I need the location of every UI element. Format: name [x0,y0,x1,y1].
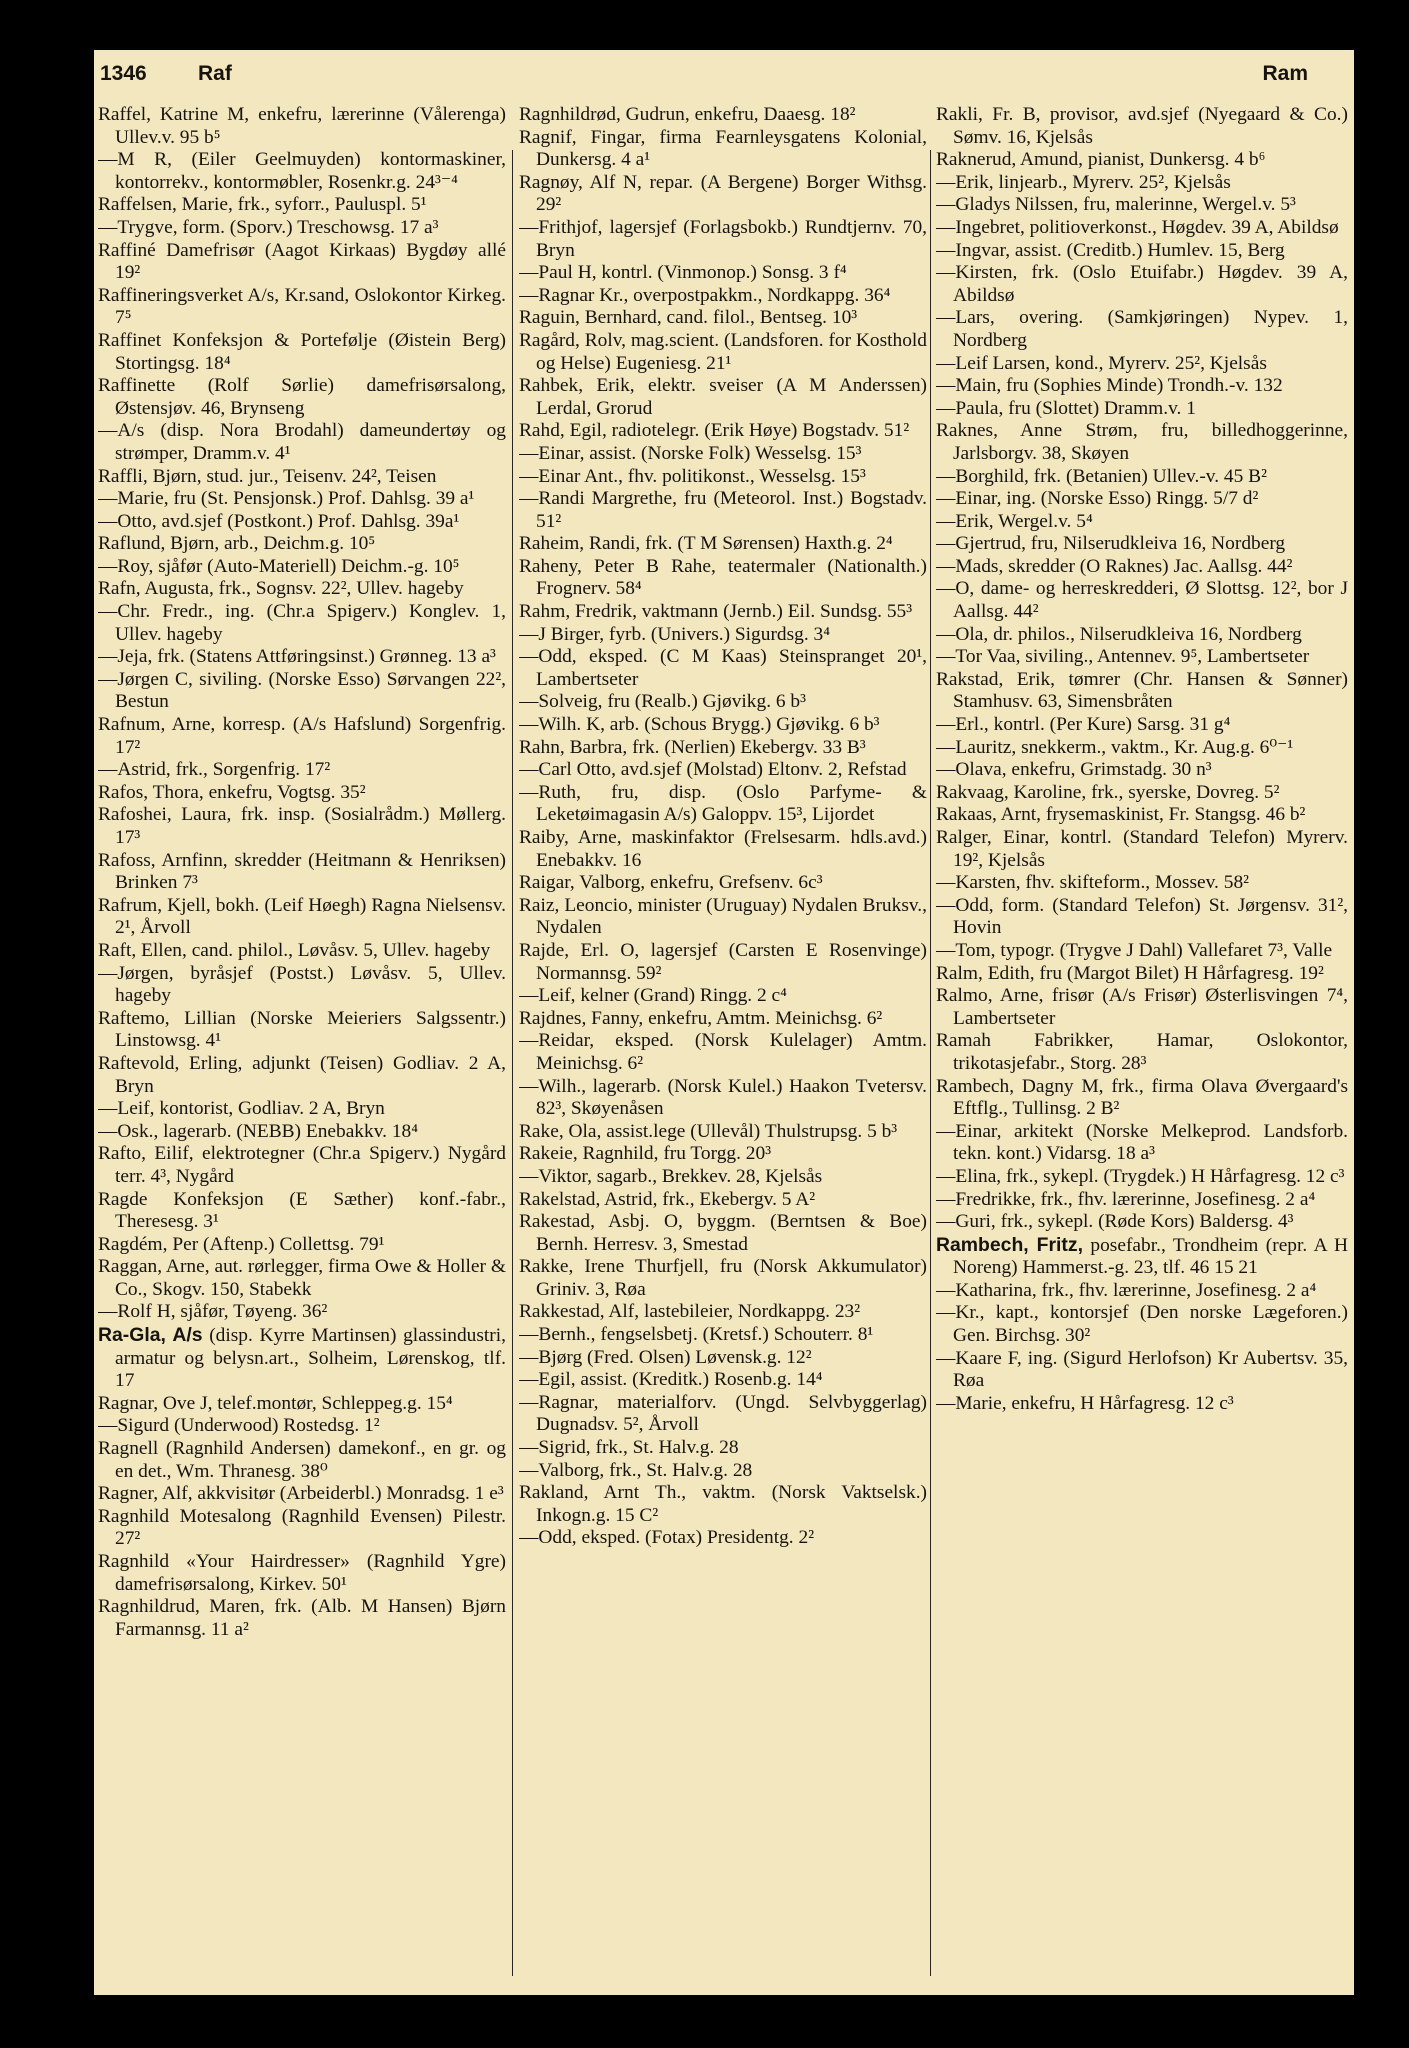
directory-entry [936,1189,1348,1212]
entry-text: Raft, Ellen, cand. philol., Løvåsv. 5, Ullev. hageby [98,939,491,961]
entry-text: —Kr., kapt., kontorsjef (Den norske Lægeforen.) Gen. Birchsg. 30² [936,1302,1348,1347]
directory-entry [98,149,506,194]
directory-entry [936,646,1348,669]
directory-entry [936,307,1348,352]
entry-text: —Leif, kontorist, Godliav. 2 A, Bryn [98,1098,385,1120]
directory-entry [98,511,506,534]
directory-entry [936,872,1348,895]
directory-entry [98,1324,506,1393]
directory-entry [98,420,506,465]
directory-entry [98,1053,506,1098]
entry-text: Ralmo, Arne, frisør (A/s Frisør) Østerlisvingen 7⁴, Lambertseter [936,985,1348,1029]
entry-text: Rafoshei, Laura, frk. insp. (Sosialrådm.) Møllerg. 17³ [98,804,506,848]
directory-entry [519,985,927,1008]
directory-entry [519,691,927,714]
entry-text: —Lars, overing. (Samkjøringen) Nypev. 1, Nordberg [936,307,1348,351]
entry-text: —Sigrid, frk., St. Halv.g. 28 [519,1437,739,1459]
directory-entry [936,420,1348,465]
entry-text: Ragnar, Ove J, telef.montør, Schleppeg.g. 15⁴ [98,1392,453,1414]
directory-entry [98,1189,506,1234]
entry-text: —Einar, assist. (Norske Folk) Wesselsg. 15³ [519,442,862,464]
directory-entry [936,262,1348,307]
directory-entry [98,1393,506,1416]
entry-text: posefabr., Trondheim (repr. A H Noreng) Hammerst.-g. 23, tlf. 46 15 21 [953,1234,1348,1279]
entry-text: Rahm, Fredrik, vaktmann (Jernb.) Eil. Sundsg. 55³ [519,601,913,623]
directory-entry [98,375,506,420]
directory-entry [519,1437,927,1460]
directory-entry [519,307,927,330]
page-number: 1346 [100,62,147,85]
directory-entry [98,804,506,849]
entry-text: Raffinette (Rolf Sørlie) damefrisørsalong, Østensjøv. 46, Brynseng [98,375,506,419]
entry-text: Rakeie, Ragnhild, fru Torgg. 20³ [519,1143,772,1165]
entry-text: Rafoss, Arnfinn, skredder (Heitmann & Henriksen) Brinken 7³ [98,849,506,894]
directory-page [94,50,1354,1995]
entry-text: Raffelsen, Marie, frk., syforr., Pauluspl. 5¹ [98,194,427,216]
entry-text: Rakland, Arnt Th., vaktm. (Norsk Vaktselsk.) Inkogn.g. 15 C² [519,1482,927,1526]
entry-text: —Tom, typogr. (Trygve J Dahl) Vallefaret 7³, Valle [936,939,1333,961]
entry-text: Rake, Ola, assist.lege (Ullevål) Thulstrupsg. 5 b³ [519,1120,898,1142]
directory-entry [98,646,506,669]
directory-entry [98,1256,506,1301]
entry-text: —Fredrikke, frk., fhv. lærerinne, Josefinesg. 2 a⁴ [936,1188,1316,1210]
directory-entry [519,827,927,872]
directory-entry [98,1483,506,1506]
entry-text: —O, dame- og herreskredderi, Ø Slottsg. 12², bor J Aallsg. 44² [936,578,1348,623]
directory-entry [519,556,927,601]
entry-text: —Ragnar, materialforv. (Ungd. Selvbyggerlag) Dugnadsv. 5², Årvoll [519,1391,927,1436]
directory-entry [98,963,506,1008]
directory-entry [936,985,1348,1030]
entry-text: —Roy, sjåfør (Auto-Materiell) Deichm.-g. 10⁵ [98,555,460,577]
entry-text: Rakli, Fr. B, provisor, avd.sjef (Nyegaard & Co.) Sømv. 16, Kjelsås [936,104,1348,148]
guide-word-left: Raf [198,62,232,85]
entry-text: —Leif, kelner (Grand) Ringg. 2 c⁴ [519,985,787,1007]
directory-entry [936,1166,1348,1189]
entry-text: —M R, (Eiler Geelmuyden) kontormaskiner, kontorrekv., kontormøbler, Rosenkr.g. 24³⁻⁴ [98,149,506,193]
entry-text: —Sigurd (Underwood) Rostedsg. 1² [98,1415,380,1437]
directory-entry [936,782,1348,805]
entry-text: —Kaare F, ing. (Sigurd Herlofson) Kr Aubertsv. 35, Røa [936,1347,1348,1392]
directory-entry [98,466,506,489]
entry-text: —Odd, eksped. (Fotax) Presidentg. 2² [519,1527,815,1549]
directory-entry [98,669,506,714]
directory-entry [98,578,506,601]
entry-text: —Leif Larsen, kond., Myrerv. 25², Kjelsås [936,352,1267,374]
directory-entry [519,375,927,420]
directory-entry [98,104,506,149]
entry-text: Rahn, Barbra, frk. (Nerlien) Ekebergv. 33 B³ [519,736,866,758]
entry-text: —Bjørg (Fred. Olsen) Løvensk.g. 12² [519,1346,812,1368]
directory-entry [98,940,506,963]
entry-text: Ragnell (Ragnhild Andersen) damekonf., en gr. og en det., Wm. Thranesg. 38⁰ [98,1438,506,1482]
entry-text: —Elina, frk., sykepl. (Trygdek.) H Hårfagresg. 12 c³ [936,1165,1345,1187]
entry-text: Raftevold, Erling, adjunkt (Teisen) Godliav. 2 A, Bryn [98,1052,506,1097]
directory-entry [98,488,506,511]
directory-entry [519,1008,927,1031]
entry-text: Ragnhildrud, Maren, frk. (Alb. M Hansen) Bjørn Farmannsg. 11 a² [98,1596,506,1640]
entry-text: Ragnhild Motesalong (Ragnhild Evensen) Pilestr. 27² [98,1505,506,1550]
directory-entry [519,1324,927,1347]
entry-text: (disp. Kyrre Martinsen) glassindustri, armatur og belysn.art., Solheim, Lørenskog, tlf. 17 [115,1325,506,1392]
directory-entry [936,149,1348,172]
entry-text: —Chr. Fredr., ing. (Chr.a Spigerv.) Konglev. 1, Ullev. hageby [98,601,506,645]
entry-text: Ralm, Edith, fru (Margot Bilet) H Hårfagresg. 19² [936,962,1324,984]
directory-entry [519,488,927,533]
directory-entry [98,714,506,759]
directory-entry [519,782,927,827]
entry-text: —Ragnar Kr., overpostpakkm., Nordkappg. 36⁴ [519,284,891,306]
directory-entry [519,1166,927,1189]
directory-entry [936,556,1348,579]
entry-text: —Paula, fru (Slottet) Dramm.v. 1 [936,397,1196,419]
directory-entry [519,262,927,285]
directory-entry [519,466,927,489]
entry-text: —Borghild, frk. (Betanien) Ullev.-v. 45 B² [936,465,1267,487]
entry-text: Raiz, Leoncio, minister (Uruguay) Nydalen Bruksv., Nydalen [519,894,927,939]
directory-entry [519,1211,927,1256]
entry-text: —Ingvar, assist. (Creditb.) Humlev. 15, Berg [936,239,1285,261]
directory-entry [519,533,927,556]
directory-entry [98,759,506,782]
directory-entry [519,714,927,737]
entry-text: Raiby, Arne, maskinfaktor (Frelsesarm. hdls.avd.) Enebakkv. 16 [519,827,927,871]
entry-text: Raheim, Randi, frk. (T M Sørensen) Haxth.g. 2⁴ [519,533,893,555]
directory-entry [98,556,506,579]
entry-text: Rakkestad, Alf, lastebileier, Nordkappg. 23² [519,1301,861,1323]
entry-text: —Einar, arkitekt (Norske Melkeprod. Landsforb. tekn. kont.) Vidarsg. 18 a³ [936,1120,1348,1165]
entry-text: —Ruth, fru, disp. (Oslo Parfyme- & Leketøimagasin A/s) Galoppv. 15³, Lijordet [519,781,927,826]
entry-text: Rakke, Irene Thurfjell, fru (Norsk Akkumulator) Griniv. 3, Røa [519,1256,927,1300]
directory-entry [519,1482,927,1527]
entry-text: —Gjertrud, fru, Nilserudkleiva 16, Nordberg [936,533,1286,555]
entry-text: Raffinet Konfeksjon & Portefølje (Øistein Berg) Stortingsg. 18⁴ [98,329,506,374]
entry-text: —Einar, ing. (Norske Esso) Ringg. 5/7 d² [936,488,1259,510]
directory-entry [936,759,1348,782]
directory-entry [519,646,927,691]
entry-text: Raffli, Bjørn, stud. jur., Teisenv. 24², Teisen [98,465,437,487]
directory-entry [98,782,506,805]
directory-entry [519,420,927,443]
entry-text: —Solveig, fru (Realb.) Gjøvikg. 6 b³ [519,691,806,713]
entry-text: —Erik, linjearb., Myrerv. 25², Kjelsås [936,171,1231,193]
directory-entry [936,533,1348,556]
entry-text: Rakvaag, Karoline, frk., syerske, Dovreg. 5² [936,781,1280,803]
entry-bold-name: Rambech, Fritz, [936,1233,1083,1256]
entry-text: —Odd, eksped. (C M Kaas) Steinspranget 20¹, Lambertseter [519,646,927,690]
directory-entry [936,1348,1348,1393]
entry-text: —J Birger, fyrb. (Univers.) Sigurdsg. 3⁴ [519,623,830,645]
directory-entry [936,488,1348,511]
entry-text: Rafn, Augusta, frk., Sognsv. 22², Ullev. hageby [98,578,464,600]
entry-text: Ragnif, Fingar, firma Fearnleysgatens Kolonial, Dunkersg. 4 a¹ [519,126,927,171]
entry-text: —Frithjof, lagersjef (Forlagsbokb.) Rundtjernv. 70, Bryn [519,216,927,261]
entry-text: Rafrum, Kjell, bokh. (Leif Høegh) Ragna Nielsensv. 2¹, Årvoll [98,894,506,939]
entry-text: —Otto, avd.sjef (Postkont.) Prof. Dahlsg. 39a¹ [98,510,460,532]
directory-entry [936,804,1348,827]
entry-text: —Gladys Nilssen, fru, malerinne, Wergel.v. 5³ [936,194,1296,216]
entry-text: —Valborg, frk., St. Halv.g. 28 [519,1459,753,1481]
entry-text: Raffel, Katrine M, enkefru, lærerinne (Vålerenga) Ullev.v. 95 b⁵ [98,104,506,148]
directory-entry [519,895,927,940]
entry-text: Rajde, Erl. O, lagersjef (Carsten E Rosenvinge) Normannsg. 59² [519,939,927,984]
directory-entry [98,330,506,375]
entry-text: Raflund, Bjørn, arb., Deichm.g. 10⁵ [98,533,376,555]
entry-text: Ragnhildrød, Gudrun, enkefru, Daaesg. 18² [519,104,856,125]
entry-text: —Jeja, frk. (Statens Attføringsinst.) Grønneg. 13 a³ [98,646,496,668]
entry-text: —Egil, assist. (Kreditk.) Rosenb.g. 14⁴ [519,1369,823,1391]
entry-text: —Wilh. K, arb. (Schous Brygg.) Gjøvikg. 6 b³ [519,714,880,736]
entry-text: Rakelstad, Astrid, frk., Ekebergv. 5 A² [519,1188,816,1210]
directory-entry [519,1347,927,1370]
entry-text: —Paul H, kontrl. (Vinmonop.) Sonsg. 3 f⁴ [519,262,847,284]
entry-text: —Kirsten, frk. (Oslo Etuifabr.) Høgdev. 39 A, Abildsø [936,262,1348,306]
entry-text: Rakestad, Asbj. O, byggm. (Berntsen & Boe) Bernh. Herresv. 3, Smestad [519,1211,927,1255]
entry-text: Raheny, Peter B Rahe, teatermaler (Nationalth.) Frognerv. 58⁴ [519,555,927,600]
directory-entry [519,872,927,895]
directory-entry [519,104,927,127]
directory-entry [519,759,927,782]
entry-text: —Ola, dr. philos., Nilserudkleiva 16, Nordberg [936,623,1302,645]
directory-entry [936,353,1348,376]
directory-entry [98,194,506,217]
directory-entry [98,1415,506,1438]
directory-entry [936,172,1348,195]
directory-entry [936,511,1348,534]
directory-entry [936,375,1348,398]
directory-entry [519,601,927,624]
directory-entry [936,1393,1348,1416]
directory-entry [936,1076,1348,1121]
directory-entry [519,1301,927,1324]
entry-text: —A/s (disp. Nora Brodahl) dameundertøy og strømper, Dramm.v. 4¹ [98,420,506,464]
entry-text: —Ingebret, politioverkonst., Høgdev. 39 A, Abildsø [936,216,1339,238]
entry-text: —Trygve, form. (Sporv.) Treschowsg. 17 a³ [98,216,439,238]
entry-text: Raggan, Arne, aut. rørlegger, firma Owe & Holler & Co., Skogv. 150, Stabekk [98,1256,506,1300]
directory-entry [519,127,927,172]
entry-text: Raknerud, Amund, pianist, Dunkersg. 4 b⁶ [936,149,1266,171]
directory-entry [936,940,1348,963]
entry-text: Rafto, Eilif, elektrotegner (Chr.a Spigerv.) Nygård terr. 4³, Nygård [98,1143,506,1187]
entry-text: —Karsten, fhv. skifteform., Mossev. 58² [936,872,1249,894]
directory-entry [936,1280,1348,1303]
directory-entry [936,1234,1348,1280]
entry-text: —Mads, skredder (O Raknes) Jac. Aallsg. 44² [936,555,1293,577]
directory-entry [98,895,506,940]
entry-text: Ragde Konfeksjon (E Sæther) konf.-fabr., Theresesg. 3¹ [98,1188,506,1233]
directory-entry [98,1098,506,1121]
entry-text: Raftemo, Lillian (Norske Meieriers Salgssentr.) Linstowsg. 4¹ [98,1007,506,1052]
directory-entry [519,624,927,647]
entry-bold-name: Ra-Gla, A/s [98,1324,203,1347]
directory-entry [98,1234,506,1257]
directory-entry [98,1596,506,1641]
directory-entry [936,714,1348,737]
entry-text: —Viktor, sagarb., Brekkev. 28, Kjelsås [519,1165,823,1187]
directory-entry [936,963,1348,986]
entry-text: —Tor Vaa, siviling., Antennev. 9⁵, Lambertseter [936,646,1310,668]
entry-text: Rakaas, Arnt, frysemaskinist, Fr. Stangsg. 46 b² [936,804,1306,826]
directory-entry [98,1121,506,1144]
directory-entry [519,1030,927,1075]
entry-text: —Olava, enkefru, Grimstadg. 30 n³ [936,759,1212,781]
entry-text: —Main, fru (Sophies Minde) Trondh.-v. 132 [936,375,1283,397]
column-1 [98,104,506,1984]
directory-entry [936,1121,1348,1166]
directory-entry [98,217,506,240]
directory-entry [936,578,1348,623]
entry-text: —Bernh., fengselsbetj. (Kretsf.) Schouterr. 8¹ [519,1324,874,1346]
entry-text: —Lauritz, snekkerm., vaktm., Kr. Aug.g. 6⁰⁻¹ [936,736,1294,758]
directory-entry [936,104,1348,149]
directory-entry [936,217,1348,240]
entry-text: Ramah Fabrikker, Hamar, Oslokontor, trikotasjefabr., Storg. 28³ [936,1030,1348,1074]
entry-text: —Astrid, frk., Sorgenfrig. 17² [98,759,331,781]
entry-text: Rafos, Thora, enkefru, Vogtsg. 35² [98,781,366,803]
directory-entry [98,1143,506,1188]
directory-entry [936,398,1348,421]
entry-text: —Jørgen, byråsjef (Postst.) Løvåsv. 5, Ullev. hageby [98,962,506,1007]
directory-entry [98,601,506,646]
entry-text: —Einar Ant., fhv. politikonst., Wesselsg. 15³ [519,465,866,487]
entry-text: —Randi Margrethe, fru (Meteorol. Inst.) Bogstadv. 51² [519,488,927,532]
column-divider [512,150,513,1976]
entry-text: —Reidar, eksped. (Norsk Kulelager) Amtm. Meinichsg. 6² [519,1030,927,1074]
directory-entry [98,533,506,556]
directory-entry [519,1460,927,1483]
directory-entry [98,1301,506,1324]
entry-text: —Osk., lagerarb. (NEBB) Enebakkv. 18⁴ [98,1120,418,1142]
entry-text: —Jørgen C, siviling. (Norske Esso) Sørvangen 22², Bestun [98,668,506,713]
entry-text: Rahd, Egil, radiotelegr. (Erik Høye) Bogstadv. 51² [519,420,910,442]
guide-word-right: Ram [1262,62,1308,85]
directory-entry [936,669,1348,714]
directory-entry [519,443,927,466]
entry-text: Rambech, Dagny M, frk., firma Olava Øvergaard's Eftflg., Tullinsg. 2 B² [936,1075,1348,1120]
directory-entry [519,285,927,308]
entry-text: —Rolf H, sjåfør, Tøyeng. 36² [98,1301,328,1323]
directory-entry [98,1008,506,1053]
directory-entry [936,466,1348,489]
entry-text: —Katharina, frk., fhv. lærerinne, Josefinesg. 2 a⁴ [936,1279,1317,1301]
directory-entry [519,1369,927,1392]
entry-text: Ragner, Alf, akkvisitør (Arbeiderbl.) Monradsg. 1 e³ [98,1483,504,1505]
entry-text: Rajdnes, Fanny, enkefru, Amtm. Meinichsg. 6² [519,1007,883,1029]
directory-entry [519,737,927,760]
directory-entry [98,285,506,330]
entry-text: —Wilh., lagerarb. (Norsk Kulel.) Haakon Tvetersv. 82³, Skøyenåsen [519,1075,927,1120]
page-header [94,62,1354,92]
entry-text: Ragnøy, Alf N, repar. (A Bergene) Borger Withsg. 29² [519,171,927,216]
directory-entry [519,1392,927,1437]
entry-text: —Guri, frk., sykepl. (Røde Kors) Baldersg. 4³ [936,1211,1294,1233]
directory-entry [936,737,1348,760]
column-divider [930,150,931,1976]
directory-entry [936,1302,1348,1347]
directory-entry [519,217,927,262]
directory-entry [519,1076,927,1121]
entry-text: Raffineringsverket A/s, Kr.sand, Oslokontor Kirkeg. 7⁵ [98,284,506,329]
column-3 [936,104,1348,1984]
entry-text: Ragdém, Per (Aftenp.) Collettsg. 79¹ [98,1233,385,1255]
entry-text: Rakstad, Erik, tømrer (Chr. Hansen & Sønner) Stamhusv. 63, Simensbråten [936,668,1348,713]
directory-entry [519,1121,927,1144]
directory-entry [98,850,506,895]
directory-entry [519,330,927,375]
directory-entry [98,1506,506,1551]
directory-entry [936,194,1348,217]
entry-text: Raffiné Damefrisør (Aagot Kirkaas) Bygdøy allé 19² [98,239,506,284]
directory-entry [936,240,1348,263]
entry-text: Ragård, Rolv, mag.scient. (Landsforen. for Kosthold og Helse) Eugeniesg. 21¹ [519,329,927,374]
directory-entry [936,895,1348,940]
column-2 [519,104,927,1984]
entry-text: Ralger, Einar, kontrl. (Standard Telefon) Myrerv. 19², Kjelsås [936,827,1348,871]
columns [98,104,1348,1984]
directory-entry [936,624,1348,647]
entry-text: —Marie, fru (St. Pensjonsk.) Prof. Dahlsg. 39 a¹ [98,488,475,510]
entry-text: —Odd, form. (Standard Telefon) St. Jørgensv. 31², Hovin [936,894,1348,939]
entry-text: —Marie, enkefru, H Hårfagresg. 12 c³ [936,1392,1234,1414]
entry-text: Raguin, Bernhard, cand. filol., Bentseg. 10³ [519,307,858,329]
directory-entry [519,1189,927,1212]
directory-entry [519,1143,927,1166]
directory-entry [519,940,927,985]
directory-entry [98,1438,506,1483]
directory-entry [519,1527,927,1550]
entry-text: Raknes, Anne Strøm, fru, billedhoggerinne, Jarlsborgv. 38, Skøyen [936,420,1348,464]
entry-text: Raigar, Valborg, enkefru, Grefsenv. 6c³ [519,872,823,894]
entry-text: —Carl Otto, avd.sjef (Molstad) Eltonv. 2, Refstad [519,759,907,781]
entry-text: Rahbek, Erik, elektr. sveiser (A M Anderssen) Lerdal, Grorud [519,375,927,419]
directory-entry [98,240,506,285]
entry-text: —Erl., kontrl. (Per Kure) Sarsg. 31 g⁴ [936,714,1231,736]
directory-entry [519,1256,927,1301]
directory-entry [936,1030,1348,1075]
entry-text: —Erik, Wergel.v. 5⁴ [936,510,1093,532]
directory-entry [936,1211,1348,1234]
directory-entry [519,172,927,217]
directory-entry [98,1551,506,1596]
entry-text: Ragnhild «Your Hairdresser» (Ragnhild Ygre) damefrisørsalong, Kirkev. 50¹ [98,1551,506,1595]
directory-entry [936,827,1348,872]
entry-text: Rafnum, Arne, korresp. (A/s Hafslund) Sorgenfrig. 17² [98,714,506,758]
